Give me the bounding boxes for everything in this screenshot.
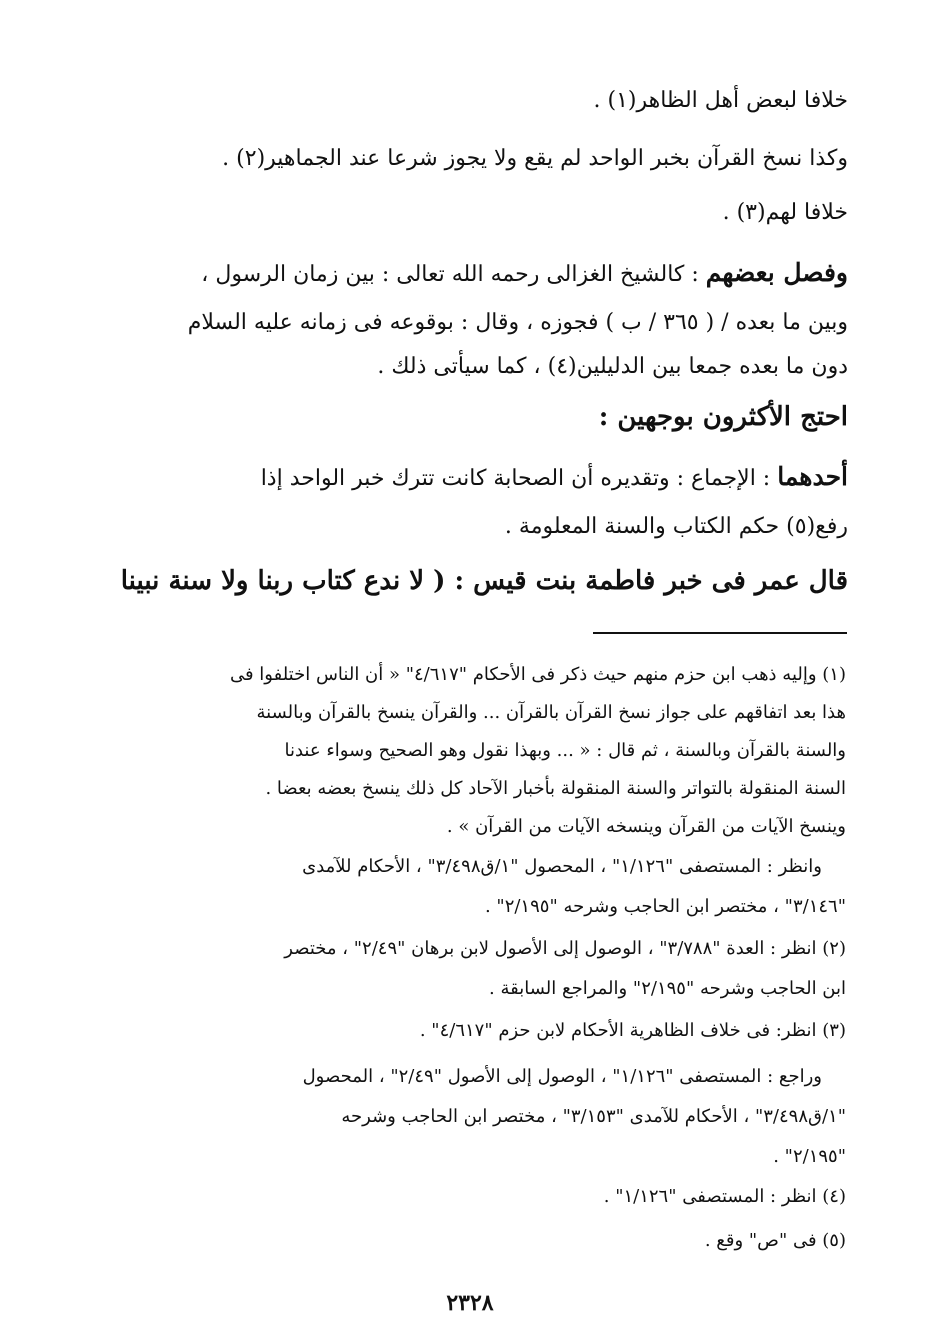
body-line-1: خلافا لبعض أهل الظاهر(١) . <box>593 88 848 113</box>
footnote-line-1: (١) وإليه ذهب ابن حزم منهم حيث ذكر فى الأحكام "٤/٦١٧" « أن الناس اختلفوا فى <box>229 664 846 685</box>
footnote-line-7: "٣/١٤٦" ، مختصر ابن الحاجب وشرحه "٢/١٩٥" . <box>484 896 846 917</box>
footnote-line-9: ابن الحاجب وشرحه "٢/١٩٥" والمراجع السابقة . <box>489 978 846 999</box>
body-line-4: وفصل بعضهم : كالشيخ الغزالى رحمه الله تعالى : بين زمان الرسول ، <box>201 258 848 287</box>
lead-phrase: وفصل بعضهم <box>705 258 848 287</box>
body-line-10: قال عمر فى خبر فاطمة بنت قيس : ( لا ندع كتاب ربنا ولا سنة نبينا <box>120 566 848 596</box>
footnote-line-2: هذا بعد اتفاقهم على جواز نسخ القرآن بالقرآن ... والقرآن ينسخ بالقرآن وبالسنة <box>256 702 846 723</box>
footnote-line-4: السنة المنقولة بالتواتر والسنة المنقولة بأخبار الآحاد كل ذلك ينسخ بعضه بعضا . <box>265 778 846 799</box>
body-line-6: دون ما بعده جمعا بين الدليلين(٤) ، كما سيأتى ذلك . <box>377 354 848 379</box>
footnote-line-14: (٤) انظر : المستصفى "١/١٢٦" . <box>603 1186 846 1207</box>
body-line-8: أحدهما : الإجماع : وتقديره أن الصحابة كانت تترك خبر الواحد إذا <box>260 462 848 491</box>
body-line-2: وكذا نسخ القرآن بخبر الواحد لم يقع ولا يجوز شرعا عند الجماهير(٢) . <box>222 146 848 171</box>
footnote-line-12: "١/ق٣/٤٩٨" ، الأحكام للآمدى "٣/١٥٣" ، مختصر ابن الحاجب وشرحه <box>341 1106 846 1127</box>
footnote-line-5: وينسخ الآيات من القرآن وينسخه الآيات من القرآن » . <box>446 816 846 837</box>
footnote-line-8: (٢) انظر : العدة "٣/٧٨٨" ، الوصول إلى الأصول لابن برهان "٢/٤٩" ، مختصر <box>284 938 846 959</box>
footnote-line-13: "٢/١٩٥" . <box>773 1146 846 1167</box>
body-line-3: خلافا لهم(٣) . <box>722 200 848 225</box>
body-line-5: وبين ما بعده / ( ٣٦٥ / ب ) فجوزه ، وقال : بوقوعه فى زمانه عليه السلام <box>187 310 848 335</box>
footnote-line-10: (٣) انظر: فى خلاف الظاهرية الأحكام لابن حزم "٤/٦١٧" . <box>419 1020 846 1041</box>
footnote-divider <box>593 632 847 634</box>
footnote-line-6: وانظر : المستصفى "١/١٢٦" ، المحصول "١/ق٣/٤٩٨" ، الأحكام للآمدى <box>302 856 822 877</box>
body-line-9: رفع(٥) حكم الكتاب والسنة المعلومة . <box>504 514 848 539</box>
section-heading: احتج الأكثرون بوجهين : <box>598 402 848 432</box>
footnote-line-11: وراجع : المستصفى "١/١٢٦" ، الوصول إلى الأصول "٢/٤٩" ، المحصول <box>302 1066 822 1087</box>
footnote-line-15: (٥) فى "ص" وقع . <box>704 1230 846 1251</box>
footnote-line-3: والسنة بالقرآن وبالسنة ، ثم قال : « ... وبهذا نقول وهو الصحيح وسواء عندنا <box>284 740 846 761</box>
lead-phrase: أحدهما <box>777 462 848 491</box>
page-number: ٢٣٢٨ <box>446 1290 494 1316</box>
